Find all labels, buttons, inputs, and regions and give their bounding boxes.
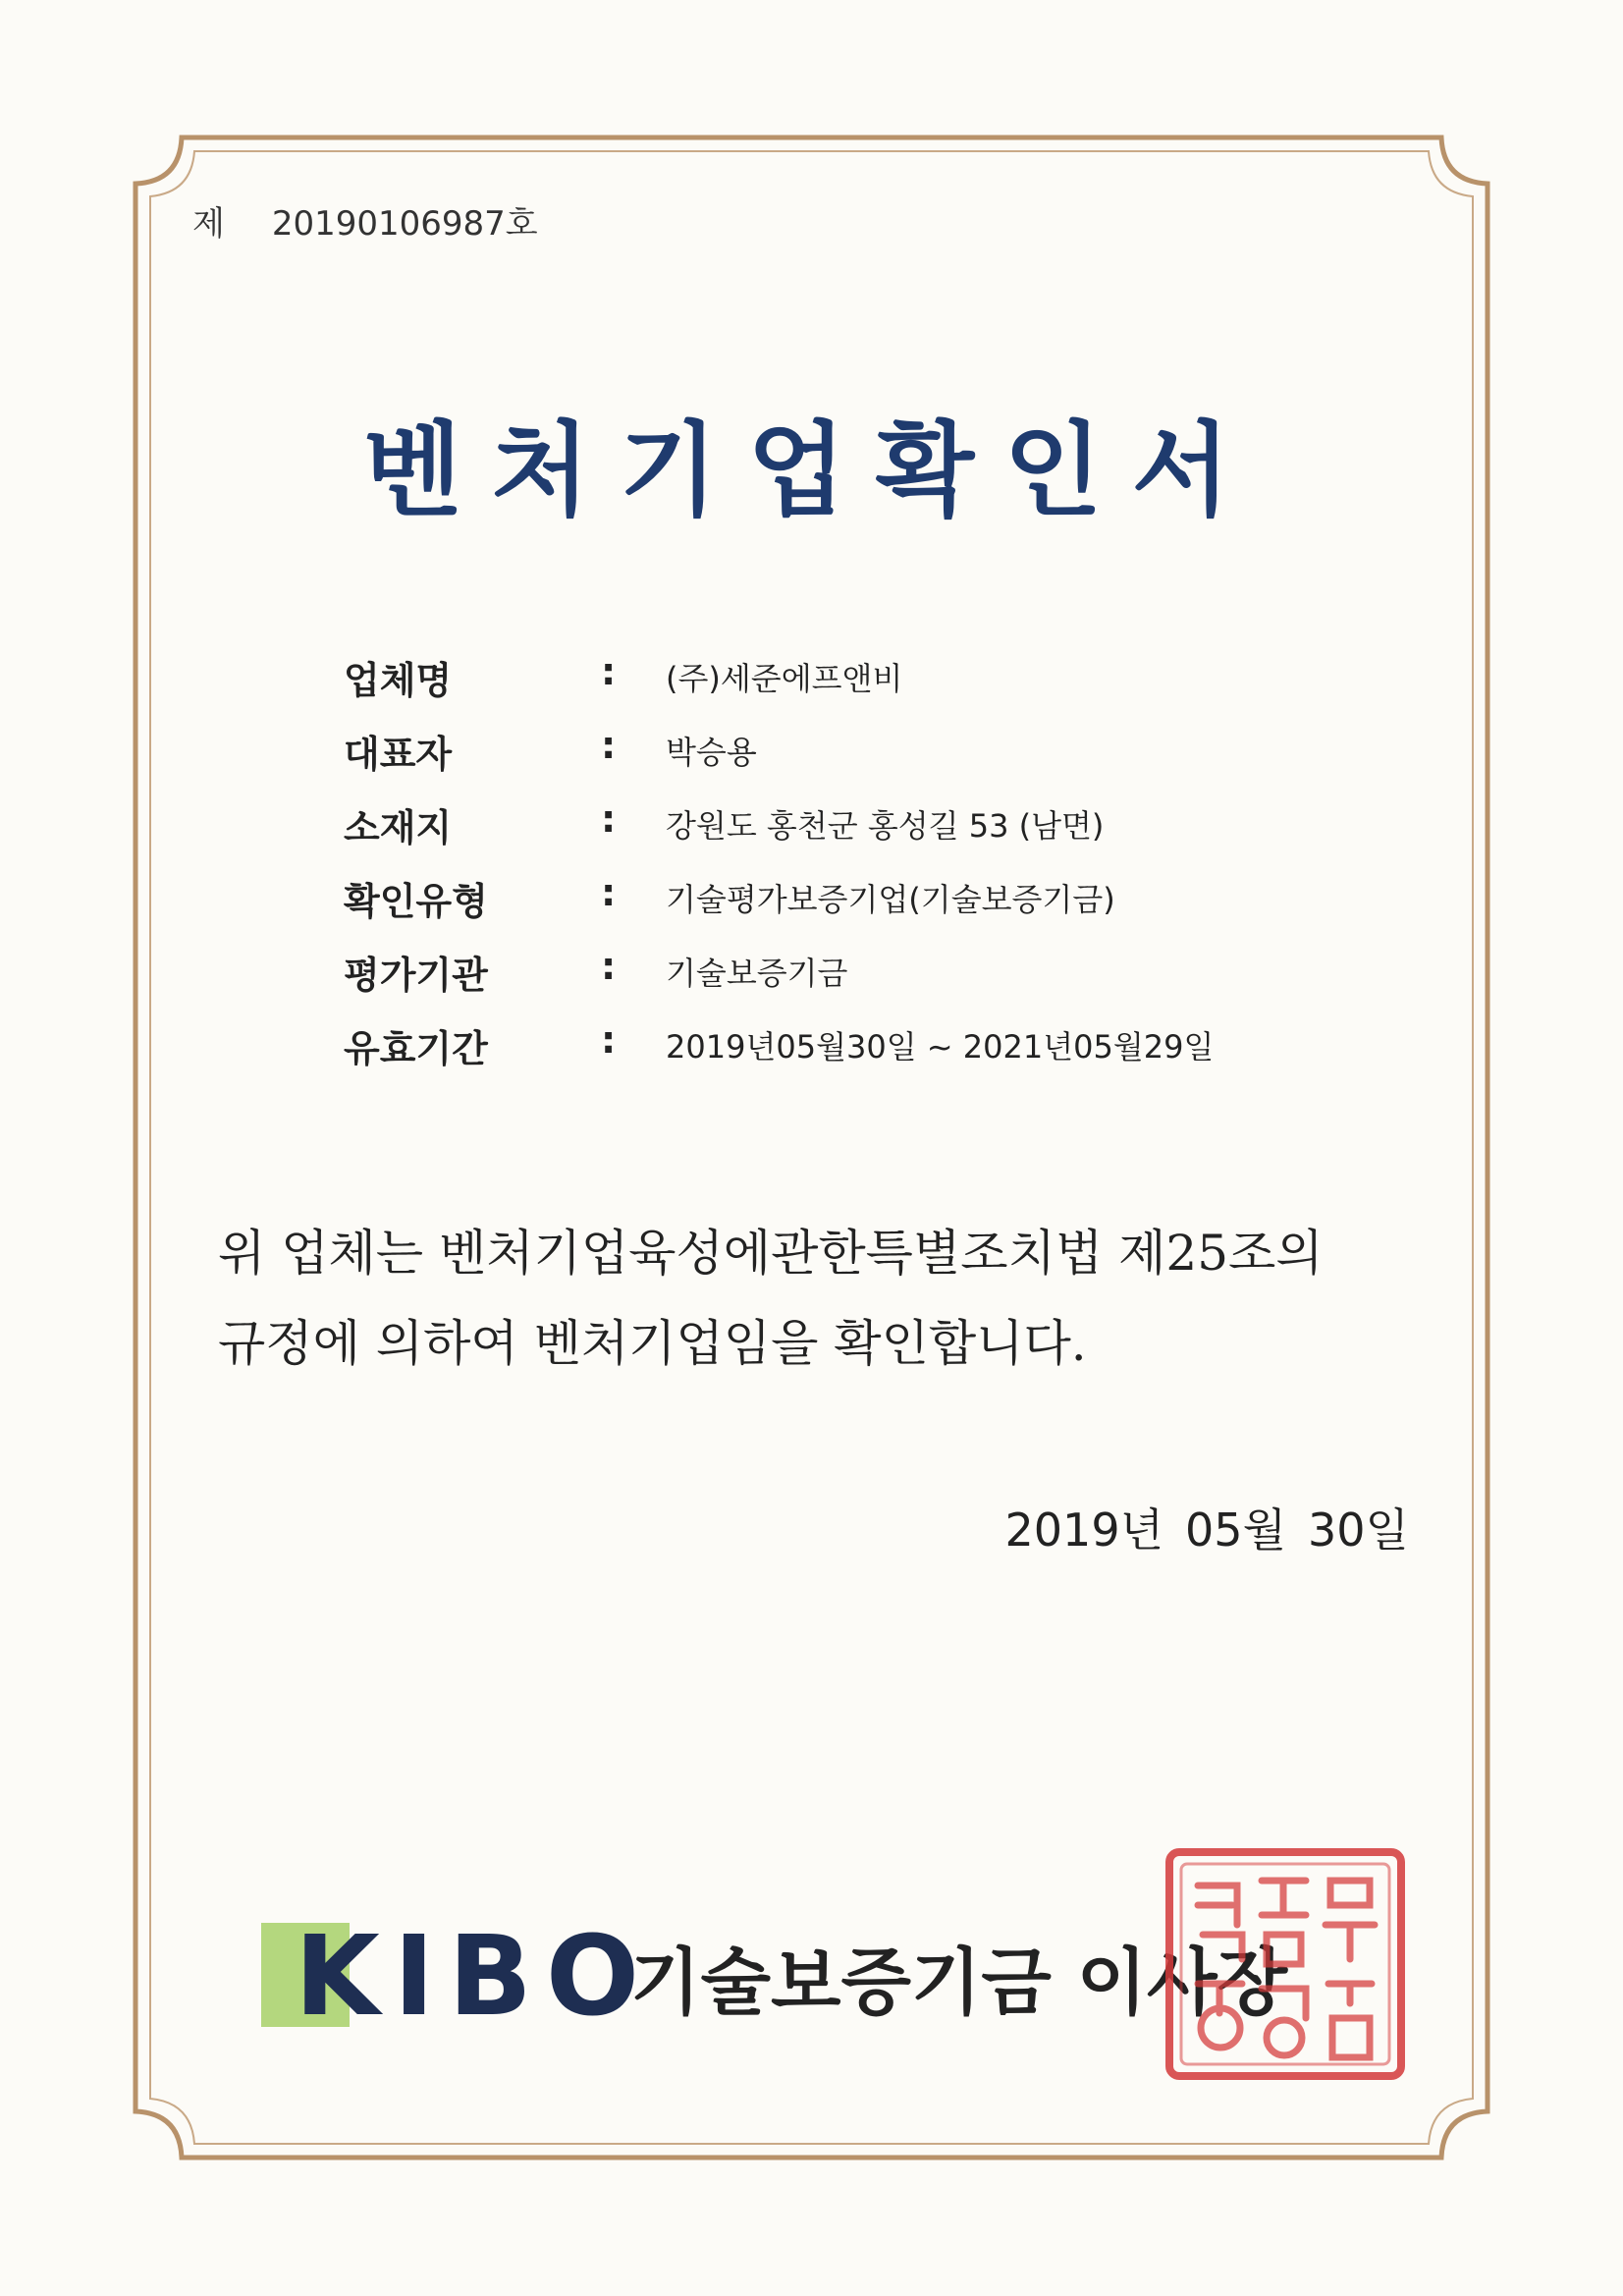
- certificate-number-prefix: 제: [192, 204, 225, 244]
- certification-statement: [218, 1208, 1426, 1389]
- field-colon: :: [601, 797, 617, 841]
- issue-date-day: 30일: [1308, 1503, 1409, 1557]
- statement-line-1: 위 업체는 벤처기업육성에관한특별조치법 제25조의: [218, 1225, 1324, 1282]
- issue-date-month: 05월: [1185, 1503, 1287, 1557]
- certificate-number-value: 20190106987호: [271, 204, 538, 244]
- field-label: 소재지: [344, 806, 453, 849]
- field-value: 기술보증기금: [666, 955, 848, 992]
- field-label: 유효기간: [344, 1027, 488, 1070]
- field-value: 2019년05월30일 ~ 2021년05월29일: [666, 1028, 1215, 1066]
- field-label: 평가기관: [344, 954, 488, 997]
- field-colon: :: [601, 724, 617, 767]
- field-colon: :: [601, 945, 617, 988]
- kibo-logo: KIBO: [295, 1913, 654, 2041]
- field-value: 기술평가보증기업(기술보증기금): [666, 881, 1115, 918]
- field-label: 대표자: [344, 733, 453, 776]
- field-value: 강원도 홍천군 홍성길 53 (남면): [666, 807, 1105, 845]
- field-value: 박승용: [666, 734, 757, 771]
- issue-date: [1005, 1495, 1409, 1559]
- document-title: 벤처기업확인서: [362, 410, 1261, 530]
- certificate-number: [192, 196, 538, 245]
- field-colon: :: [601, 650, 617, 693]
- issuer-name: 기술보증기금 이사장: [630, 1941, 1288, 2025]
- field-colon: :: [601, 1018, 617, 1062]
- field-label: 업체명: [344, 659, 453, 702]
- field-label: 확인유형: [344, 880, 488, 923]
- field-colon: :: [601, 871, 617, 914]
- field-value: (주)세준에프앤비: [666, 660, 903, 697]
- statement-line-2: 규정에 의하여 벤처기업임을 확인합니다.: [218, 1315, 1087, 1372]
- official-seal-stamp: [1163, 1846, 1407, 2082]
- issue-date-year: 2019년: [1004, 1503, 1164, 1557]
